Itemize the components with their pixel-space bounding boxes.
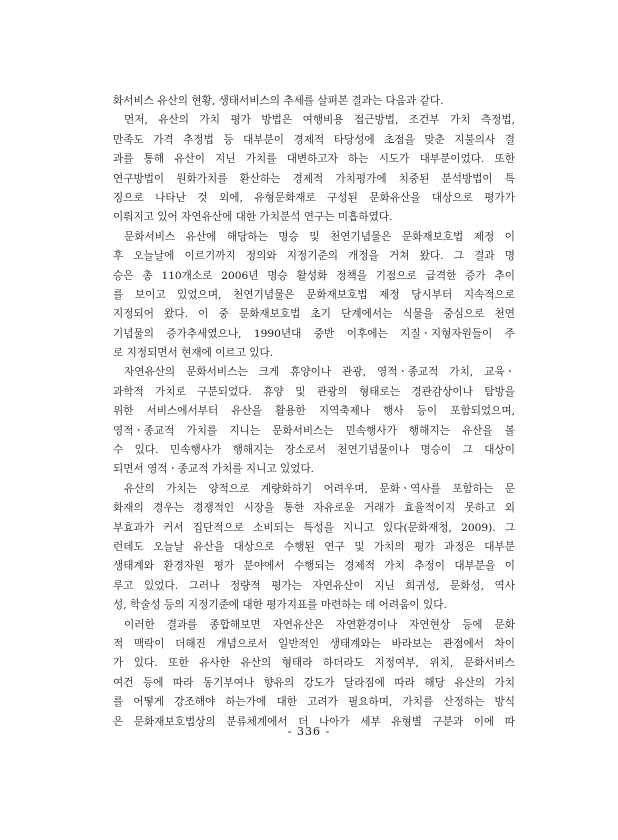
paragraph-line: 승은 총 110개소로 2006년 명승 활성화 정책을 기점으로 급격한 증가 추이 [113,269,515,282]
paragraph-line: 지정되어 왔다. 이 중 문화재보호법 초기 단계에서는 식물을 중심으로 천연 [113,308,515,321]
paragraph-line: 화재의 경우는 경쟁적인 시장을 통한 자유로운 거래가 효율적이지 못하고 외 [113,502,515,515]
paragraph-line: 과학적 가치로 구분되었다. 휴양 및 관광의 형태로는 경관감상이나 탐방을 [113,385,515,398]
paragraph-line: 를 보이고 있었으며, 천연기념물은 문화재보호법 제정 당시부터 지속적으로 [113,288,515,301]
paragraph-line: 후 오늘날에 이르기까지 정의와 지정기준의 개정을 거쳐 왔다. 그 결과 명 [113,250,515,263]
paragraph-line: 문화서비스 유산에 해당하는 명승 및 천연기념물은 문화재보호법 제정 이 [124,230,515,243]
paragraph-line: 적 맥락이 더해진 개념으로서 일반적인 생태계와는 바라보는 관점에서 차이 [113,637,515,650]
paragraph-line: 과를 통해 유산이 지닌 가치를 대변하고자 하는 시도가 대부분이었다. 또한 [113,153,515,166]
body-text [113,92,515,732]
paragraph-line: 화서비스 유산의 현황, 생태서비스의 추세를 살펴본 결과는 다음과 같다. [113,95,444,107]
paragraph-line: 먼저, 유산의 가치 평가 방법은 여행비용 접근방법, 조건부 가치 측정법, [124,114,515,127]
paragraph-line: 징으로 나타난 것 외에, 유형문화재로 구성된 문화유산을 대상으로 평가가 [113,191,515,204]
paragraph-line: 되면서 영적ㆍ종교적 가치를 지니고 있었다. [113,463,315,476]
paragraph-line: 영적ㆍ종교적 가치를 지니는 문화서비스는 민속행사가 행해지는 유산을 볼 [113,424,515,437]
paragraph-line: 위한 서비스에서부터 유산을 활용한 지역축제나 행사 등이 포함되었으며, [113,405,515,418]
paragraph-line: 생태계와 환경자원 평가 분야에서 수행되는 경제적 가치 추정이 대부분을 이 [113,560,515,573]
paragraph-line: 만족도 가격 추정법 등 대부분이 경제적 타당성에 초점을 맞춘 지불의사 결 [113,133,515,146]
paragraph-line: 여건 등에 따라 동기부여나 향유의 강도가 달라짐에 따라 해당 유산의 가치 [113,676,515,689]
paragraph-line: 부효과가 커서 집단적으로 소비되는 특성을 지니고 있다(문화재청, 2009). 그 [113,521,515,534]
paragraph-line: 루고 있었다. 그러나 정량적 평가는 자연유산이 지닌 희귀성, 문화성, 역사 [113,579,515,592]
paragraph-line: 런데도 오늘날 유산을 대상으로 수행된 연구 및 가치의 평가 과정은 대부분 [113,540,515,553]
paragraph-line: 은 문화재보호법상의 분류체계에서 더 나아가 세부 유형별 구분과 이에 따 [113,715,515,728]
paragraph-line: 를 어떻게 강조해야 하는가에 대한 고려가 필요하며, 가치를 산정하는 방식 [113,696,515,709]
paragraph-line: 이러한 결과를 종합해보면 자연유산은 자연환경이나 자연현상 등에 문화 [124,618,515,631]
paragraph-line: 수 있다. 민속행사가 행해지는 장소로서 천연기념물이나 명승이 그 대상이 [113,444,515,457]
paragraph-line: 연구방법이 원화가치를 환산하는 경제적 가치평가에 치중된 분석방법이 특 [113,172,515,185]
page-number: - 336 - [287,725,331,738]
paragraph-line: 가 있다. 또한 유사한 유산의 형태라 하더라도 지정여부, 위치, 문화서비스 [113,657,515,670]
paragraph-line: 로 지정되면서 현재에 이르고 있다. [113,347,274,360]
paragraph-line: 이뤄지고 있어 자연유산에 대한 가치분석 연구는 미흡하였다. [113,211,393,224]
paragraph-line: 유산의 가치는 양적으로 계량화하기 어려우며, 문화ㆍ역사를 포함하는 문 [124,482,515,495]
paragraph-line: 자연유산의 문화서비스는 크게 휴양이나 관광, 영적ㆍ종교적 가치, 교육ㆍ [124,366,515,379]
paragraph-line: 성, 학술성 등의 지정기준에 대한 평가지표를 마련하는 데 어려움이 있다. [113,599,447,612]
paragraph-line: 기념물의 증가추세였으나, 1990년대 중반 이후에는 지질ㆍ지형자원들이 주 [113,327,515,340]
